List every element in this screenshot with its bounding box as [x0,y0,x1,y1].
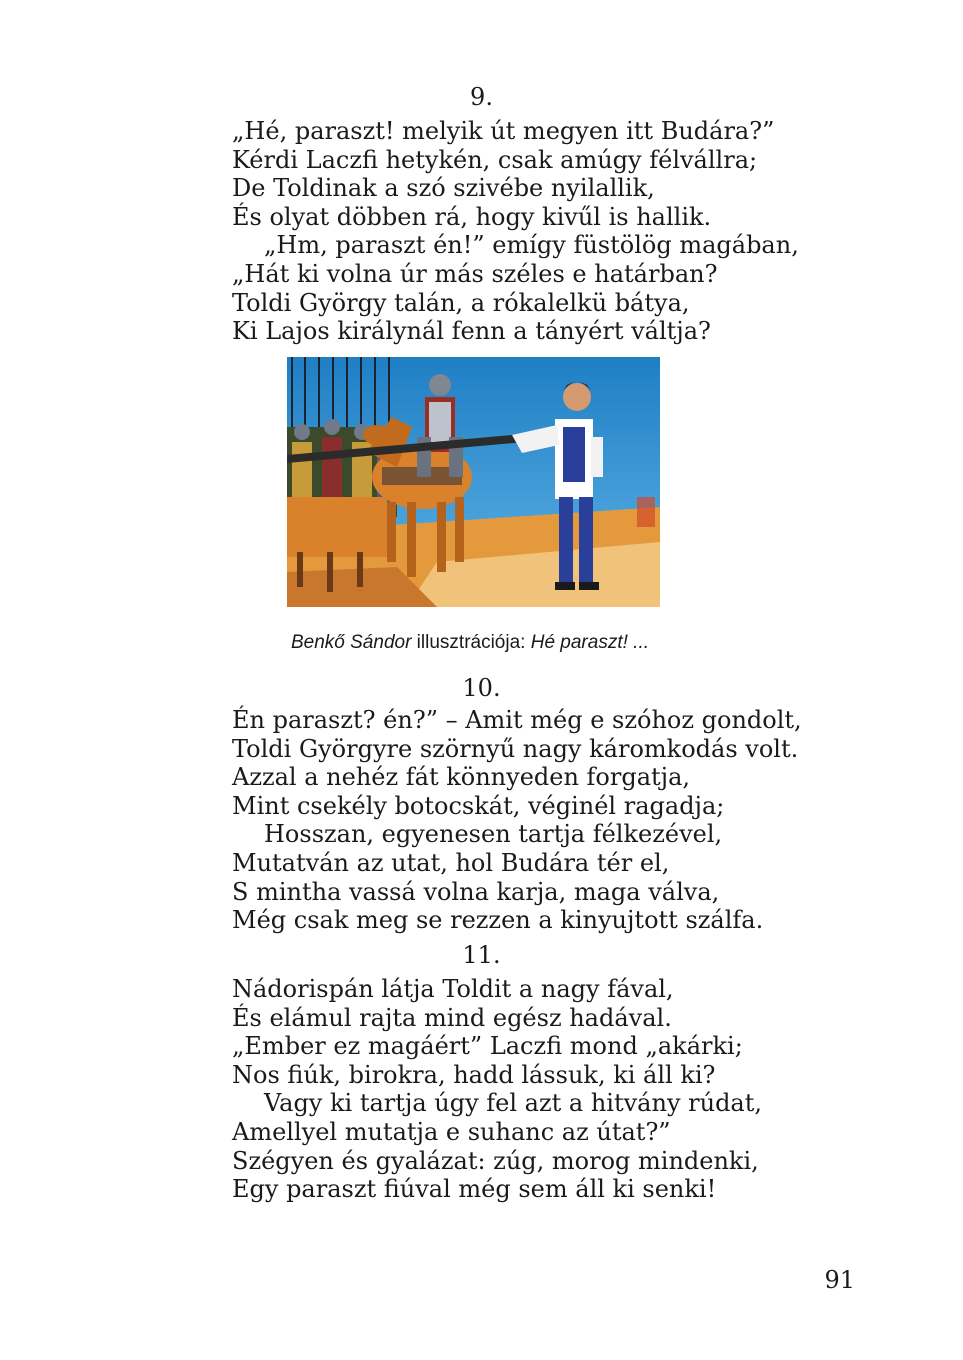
caption-middle: illusztrációja: [411,632,531,653]
verse-line: Még csak meg se rezzen a kinyujtott szálfa. [232,906,764,935]
page-number: 91 [824,1266,855,1294]
stanza-number: 11. [462,941,501,969]
stanza-number: 10. [462,674,501,702]
verse-line: „Hé, paraszt! melyik út megyen itt Budára?” [232,117,775,145]
verse-line: De Toldinak a szó szivébe nyilallik, [232,174,655,203]
stanza-number: 9. [470,83,493,111]
verse-line: Mint csekély botocskát, véginél ragadja; [232,791,725,820]
verse-line: Mutatván az utat, hol Budára tér el, [232,848,670,877]
verse-line: Toldi György talán, a rókalelkü bátya, [232,288,690,317]
verse-line: Ki Lajos királynál fenn a tányért váltja? [232,317,711,346]
verse-line: „Hm, paraszt én!” emígy füstölög magában, [264,231,799,260]
verse-line: Egy paraszt fiúval még sem áll ki senki! [232,1175,717,1204]
verse-line: Amellyel mutatja e suhanc az útat?” [232,1117,671,1146]
illustration-image [287,357,660,607]
verse-line: Nádorispán látja Toldit a nagy fával, [232,975,674,1003]
verse-line: Toldi Györgyre szörnyű nagy káromkodás volt. [232,734,799,763]
verse-line: Én paraszt? én?” – Amit még e szóhoz gondolt, [232,706,802,734]
illustration [287,357,660,607]
verse-line: S mintha vassá volna karja, maga válva, [232,877,720,906]
stanza-10 [232,706,872,935]
verse-line: Szégyen és gyalázat: zúg, morog mindenki, [232,1146,759,1175]
verse-line: Kérdi Laczfi hetykén, csak amúgy félvállra; [232,145,758,174]
verse-line: Azzal a nehéz fát könnyeden forgatja, [232,763,691,792]
stanza-11 [232,975,872,1204]
stanza-9 [232,117,872,346]
illustration-caption [0,631,940,655]
caption-title: Hé paraszt! ... [530,632,650,653]
verse-line: Nos fiúk, birokra, hadd lássuk, ki áll ki? [232,1060,716,1089]
verse-line: És olyat döbben rá, hogy kivűl is hallik. [232,202,712,231]
verse-line: És elámul rajta mind egész hadával. [232,1003,672,1032]
caption-artist: Benkő Sándor [290,632,412,653]
verse-line: „Ember ez magáért” Laczfi mond „akárki; [232,1032,743,1061]
verse-line: „Hát ki volna úr más széles e határban? [232,259,718,288]
verse-line: Hosszan, egyenesen tartja félkezével, [264,820,723,849]
verse-line: Vagy ki tartja úgy fel azt a hitvány rúdat, [264,1089,763,1118]
